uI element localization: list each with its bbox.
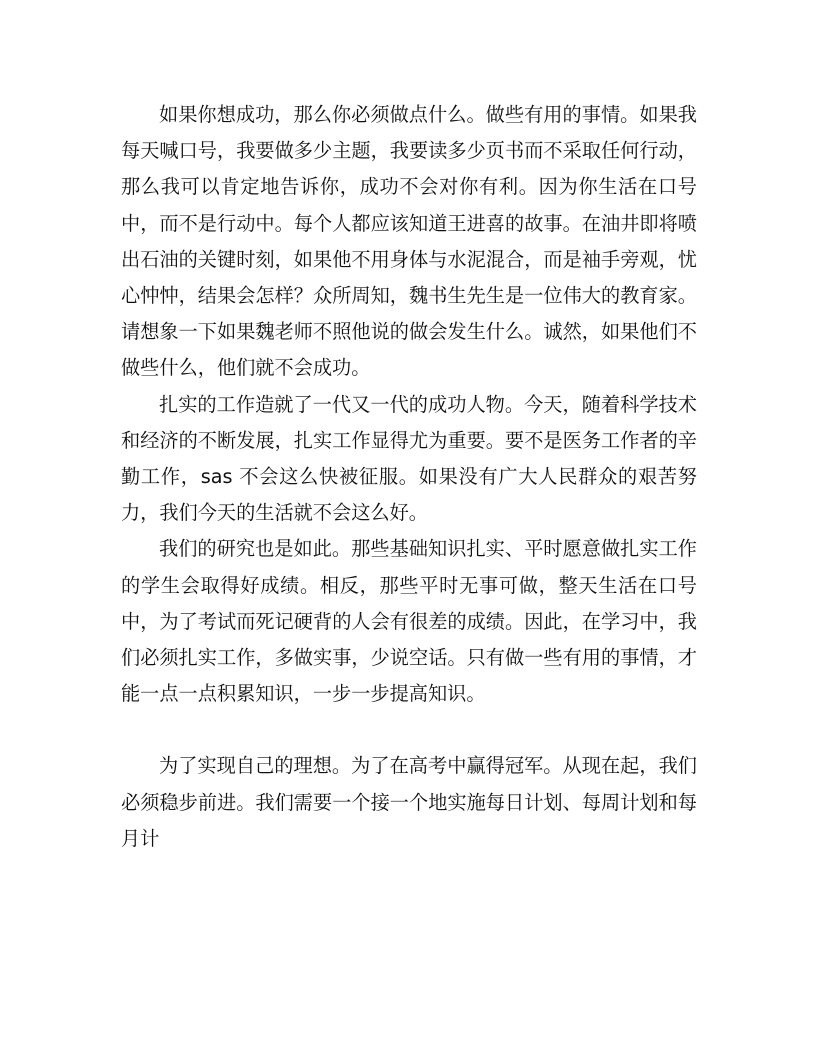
paragraph-4: 为了实现自己的理想。为了在高考中赢得冠军。从现在起，我们必须稳步前进。我们需要一个接一个地实施每日计划、每周计划和每月计: [121, 754, 697, 850]
paragraph-1: 如果你想成功，那么你必须做点什么。做些有用的事情。如果我每天喊口号，我要做多少主题，我要读多少页书而不采取任何行动，那么我可以肯定地告诉你，成功不会对你有利。因为你生活在口号中，而不是行动中。每个人都应该知道王进喜的故事。在油井即将喷出石油的关键时刻，如果他不用身体与水泥混合，而是袖手旁观，忧心忡忡，结果会怎样？众所周知，魏书生先生是一位伟大的教育家。请想象一下如果魏老师不照他说的做会发生什么。诚然，如果他们不做些什么，他们就不会成功。: [121, 103, 697, 380]
document-body: [121, 97, 697, 857]
paragraph-3: 我们的研究也是如此。那些基础知识扎实、平时愿意做扎实工作的学生会取得好成绩。相反，那些平时无事可做，整天生活在口号中，为了考试而死记硬背的人会有很差的成绩。因此，在学习中，我们必须扎实工作，多做实事，少说空话。只有做一些有用的事情，才能一点一点积累知识，一步一步提高知识。: [121, 537, 697, 706]
blank-line: [121, 712, 697, 748]
paragraph-2: 扎实的工作造就了一代又一代的成功人物。今天，随着科学技术和经济的不断发展，扎实工作显得尤为重要。要不是医务工作者的辛勤工作，sas 不会这么快被征服。如果没有广大人民群众的艰苦努力，我们今天的生活就不会这么好。: [121, 392, 697, 525]
